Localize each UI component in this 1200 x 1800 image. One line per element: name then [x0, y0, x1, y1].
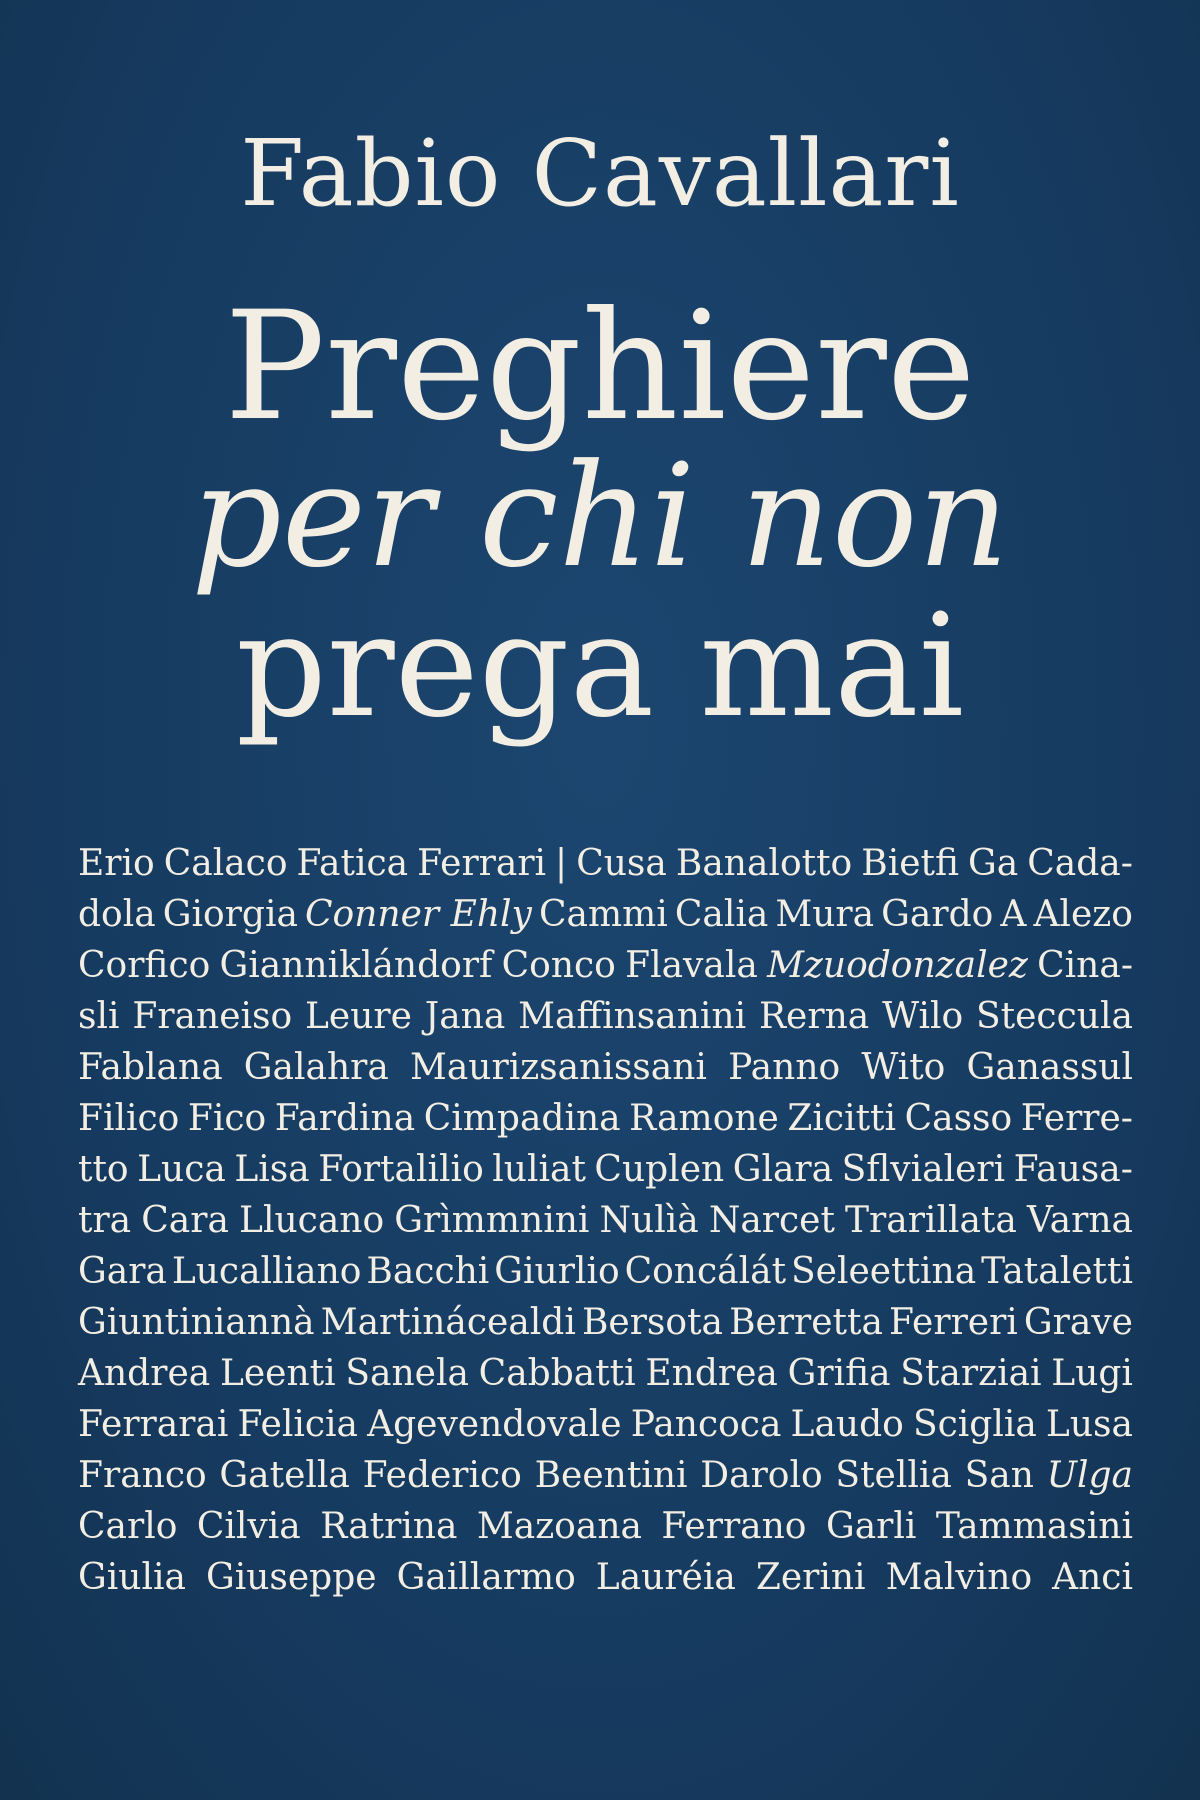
book-title — [0, 280, 1200, 749]
contributor-name: Leenti — [219, 1353, 336, 1394]
contributor-name: Wito — [861, 1047, 946, 1088]
contributor-name: Starziai — [900, 1353, 1042, 1394]
contributor-name: Lisa — [234, 1149, 310, 1190]
contributor-name: Ferre- — [1020, 1098, 1133, 1139]
names-row — [78, 1450, 1133, 1501]
contributor-name: Cammi — [538, 894, 668, 935]
contributor-name: Glara — [732, 1149, 834, 1190]
names-row — [78, 1195, 1133, 1246]
contributor-name: Federico — [362, 1455, 522, 1496]
contributor-name: Erio — [78, 843, 155, 884]
contributor-name: Rerna — [758, 996, 870, 1037]
contributor-name: Grave — [1023, 1302, 1133, 1343]
contributor-name: Steccula — [976, 996, 1133, 1037]
contributor-name: Tataletti — [981, 1251, 1133, 1292]
contributor-name: Beentini — [534, 1455, 688, 1496]
contributor-name: Ganassul — [966, 1047, 1133, 1088]
title-line-3: prega mai — [235, 584, 965, 749]
contributor-name: Maurizsanissani — [409, 1047, 707, 1088]
contributor-name: Ramone — [629, 1098, 779, 1139]
contributor-name: sli — [78, 996, 120, 1037]
contributor-name: Fatica — [296, 843, 409, 884]
contributor-name: Ulga — [1046, 1455, 1133, 1496]
contributor-name: Mzuodonzalez — [767, 945, 1028, 986]
contributor-name: Gara — [78, 1251, 167, 1292]
contributor-name: Lucalliano — [171, 1251, 362, 1292]
contributor-name: Cilvia — [196, 1506, 301, 1547]
contributor-name: Fausa- — [1013, 1149, 1133, 1190]
contributor-name: Nulìà — [599, 1200, 699, 1241]
contributor-name: Pancoca — [630, 1404, 782, 1445]
contributor-name: Leure — [305, 996, 412, 1037]
contributor-name: Conco — [501, 945, 616, 986]
contributor-name: dola — [78, 894, 156, 935]
contributor-name: Lusa — [1045, 1404, 1133, 1445]
contributor-name: Franeiso — [132, 996, 293, 1037]
contributor-name: Bacchi — [366, 1251, 490, 1292]
contributor-name: Andrea — [78, 1353, 211, 1394]
contributor-name: Stellia — [835, 1455, 952, 1496]
contributor-name: Sanela — [345, 1353, 469, 1394]
names-row — [78, 1399, 1133, 1450]
contributor-name: Sflvialeri — [841, 1149, 1006, 1190]
contributor-name: Malvino — [885, 1557, 1033, 1598]
contributor-name: Giuntiniannà — [78, 1302, 315, 1343]
contributor-name: Fablana — [78, 1047, 223, 1088]
names-row — [78, 838, 1133, 889]
contributor-name: Calia — [674, 894, 769, 935]
contributor-name: Cara — [141, 1200, 229, 1241]
contributor-name: Bietfi — [861, 843, 959, 884]
contributor-name: tra — [78, 1200, 132, 1241]
contributor-name: Ratrina — [320, 1506, 458, 1547]
contributor-name: Maffinsanini — [518, 996, 747, 1037]
contributor-name: Mura — [775, 894, 875, 935]
contributor-name: Seleettina — [791, 1251, 977, 1292]
contributor-name: Fortalilio — [318, 1149, 484, 1190]
contributor-name: Fico — [187, 1098, 267, 1139]
contributor-name: Giuseppe — [205, 1557, 377, 1598]
contributor-name: Tammasini — [935, 1506, 1133, 1547]
names-row — [78, 940, 1133, 991]
contributor-name: Flavala — [625, 945, 758, 986]
contributor-name: Laudo — [790, 1404, 904, 1445]
contributor-name: Ferrarai — [78, 1404, 229, 1445]
contributor-name: Cimpadina — [423, 1098, 621, 1139]
contributor-name: Calaco — [163, 843, 288, 884]
contributor-name: Endrea — [645, 1353, 778, 1394]
names-row — [78, 1501, 1133, 1552]
contributor-name: Giurlio — [494, 1251, 620, 1292]
contributor-name: Gianniklándorf — [219, 945, 493, 986]
contributor-name: Mazoana — [476, 1506, 642, 1547]
author-name: Fabio Cavallari — [240, 120, 960, 227]
names-row — [78, 1246, 1133, 1297]
contributor-name: Panno — [728, 1047, 841, 1088]
contributor-name: Berretta — [729, 1302, 883, 1343]
contributor-name: Garli — [825, 1506, 917, 1547]
contributor-name: Cada- — [1027, 843, 1133, 884]
title-line-1: Preghiere — [224, 280, 976, 454]
contributor-name: Ferrano — [661, 1506, 807, 1547]
names-row — [78, 1093, 1133, 1144]
contributor-name: Agevendovale — [367, 1404, 622, 1445]
names-row — [78, 1348, 1133, 1399]
contributor-name: Grìmmnini — [394, 1200, 590, 1241]
contributor-name: Trarillata — [845, 1200, 1017, 1241]
contributor-name: Bersota — [581, 1302, 723, 1343]
contributor-name: Gatella — [219, 1455, 350, 1496]
names-row — [78, 1297, 1133, 1348]
contributor-name: Jana — [424, 996, 506, 1037]
contributor-name: Corfico — [78, 945, 211, 986]
contributor-name: Felicia — [237, 1404, 358, 1445]
contributor-name: luliat — [492, 1149, 586, 1190]
contributor-name: Zerini — [755, 1557, 866, 1598]
contributor-name: Casso — [904, 1098, 1013, 1139]
contributor-name: Carlo — [78, 1506, 178, 1547]
contributor-name: Ga — [968, 843, 1019, 884]
contributor-name: Varna — [1026, 1200, 1133, 1241]
contributor-name: Filico — [78, 1098, 180, 1139]
contributor-name: Fardina — [274, 1098, 416, 1139]
contributor-name: tto — [78, 1149, 129, 1190]
contributor-name: Cina- — [1037, 945, 1133, 986]
names-row — [78, 1042, 1133, 1093]
contributor-name: Franco — [78, 1455, 207, 1496]
names-row — [78, 1144, 1133, 1195]
contributor-name: Giulia — [78, 1557, 186, 1598]
contributor-name: Ferreri — [889, 1302, 1018, 1343]
title-line-2: per chi non — [191, 434, 1009, 599]
contributor-name: Concálát — [624, 1251, 787, 1292]
contributor-name: Luca — [137, 1149, 226, 1190]
contributor-name: Llucano — [239, 1200, 385, 1241]
contributor-name: Martinácealdi — [320, 1302, 576, 1343]
contributor-name: Cusa — [576, 843, 667, 884]
contributor-name: Grifia — [787, 1353, 891, 1394]
contributor-name: Anci — [1052, 1557, 1133, 1598]
contributor-name: San — [964, 1455, 1034, 1496]
contributor-name: Gardo — [881, 894, 994, 935]
contributor-name: Cabbatti — [478, 1353, 636, 1394]
contributor-name: Galahra — [243, 1047, 389, 1088]
contributor-name: Alezo — [1033, 894, 1133, 935]
contributor-name: Lugi — [1051, 1353, 1133, 1394]
contributor-name: A — [1000, 894, 1027, 935]
contributor-name: Sciglia — [912, 1404, 1037, 1445]
names-row — [78, 1552, 1133, 1603]
contributor-name: Narcet — [708, 1200, 835, 1241]
contributor-name: Cuplen — [594, 1149, 725, 1190]
contributor-name: Lauréia — [595, 1557, 736, 1598]
contributor-name: | — [555, 843, 568, 884]
contributor-name: Conner Ehly — [305, 894, 532, 935]
contributor-name: Banalotto — [675, 843, 853, 884]
contributor-name: Ferrari — [417, 843, 547, 884]
contributor-names-block — [78, 838, 1133, 1603]
contributor-name: Giorgia — [162, 894, 298, 935]
names-row — [78, 889, 1133, 940]
names-row — [78, 991, 1133, 1042]
contributor-name: Wilo — [882, 996, 964, 1037]
contributor-name: Darolo — [700, 1455, 823, 1496]
contributor-name: Gaillarmo — [396, 1557, 576, 1598]
contributor-name: Zicitti — [787, 1098, 897, 1139]
